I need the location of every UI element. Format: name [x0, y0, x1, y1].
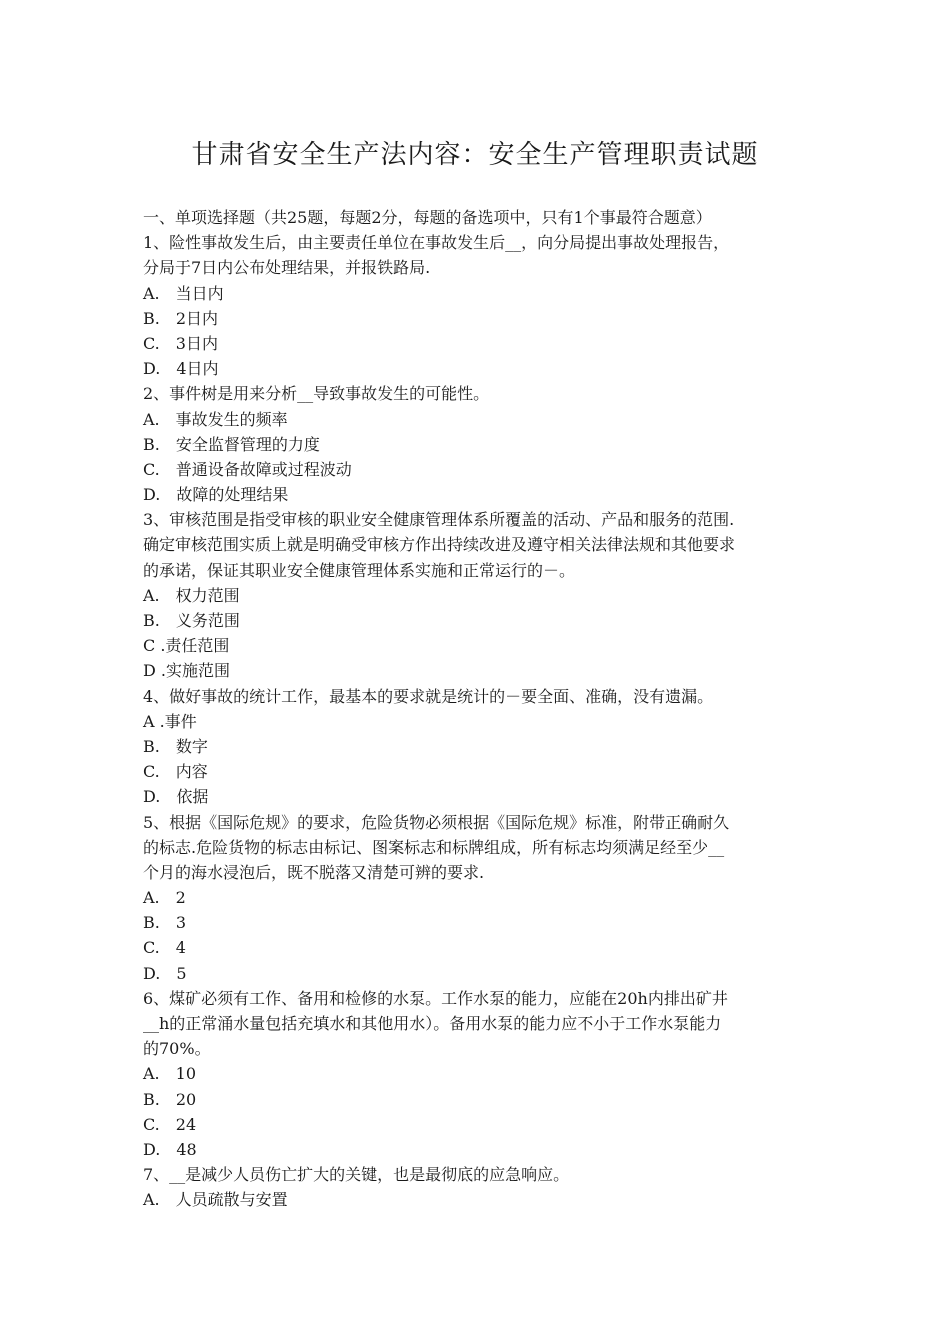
- question-2: [143, 381, 823, 507]
- option-a: A. 人员疏散与安置: [143, 1190, 288, 1210]
- option-a: A. 权力范围: [143, 585, 240, 605]
- question-3: [143, 507, 823, 683]
- question-text-line: 分局于7日内公布处理结果，并报铁路局.: [143, 258, 431, 278]
- option-c: C. 4: [143, 938, 186, 958]
- question-text-line: 的70%。: [143, 1039, 211, 1059]
- option-a: A. 当日内: [143, 283, 224, 303]
- option-d: D. 依据: [143, 787, 209, 807]
- option-c: C. 3日内: [143, 333, 218, 353]
- question-text-line: 1、险性事故发生后，由主要责任单位在事故发生后__，向分局提出事故处理报告，: [143, 233, 730, 253]
- option-b: B. 20: [143, 1089, 197, 1109]
- question-text-line: 3、审核范围是指受审核的职业安全健康管理体系所覆盖的活动、产品和服务的范围.: [143, 510, 735, 530]
- option-c: C. 24: [143, 1114, 197, 1134]
- question-text-line: 个月的海水浸泡后，既不脱落又清楚可辨的要求.: [143, 862, 485, 882]
- option-d: D. 4日内: [143, 359, 219, 379]
- question-text-line: 2、事件树是用来分析__导致事故发生的可能性。: [143, 384, 490, 404]
- question-text-line: 6、煤矿必须有工作、备用和检修的水泵。工作水泵的能力，应能在20h内排出矿井: [143, 988, 728, 1008]
- option-b: B. 2日内: [143, 308, 219, 328]
- option-a: A. 事故发生的频率: [143, 409, 288, 429]
- question-text-line: 7、__是减少人员伤亡扩大的关键，也是最彻底的应急响应。: [143, 1165, 570, 1185]
- option-c: C. 普通设备故障或过程波动: [143, 459, 352, 479]
- question-text-line: 5、根据《国际危规》的要求，危险货物必须根据《国际危规》标准，附带正确耐久: [143, 812, 730, 832]
- question-text-line: 4、做好事故的统计工作，最基本的要求就是统计的－要全面、准确，没有遗漏。: [143, 686, 714, 706]
- question-5: [143, 810, 823, 986]
- option-d: D .实施范围: [143, 661, 231, 681]
- question-text-line: 的承诺，保证其职业安全健康管理体系实施和正常运行的－。: [143, 560, 576, 580]
- option-b: B. 数字: [143, 736, 208, 756]
- option-c: C. 内容: [143, 762, 208, 782]
- option-b: B. 3: [143, 913, 187, 933]
- option-b: B. 安全监督管理的力度: [143, 434, 320, 454]
- question-text-line: __h的正常涌水量包括充填水和其他用水）。备用水泵的能力应不小于工作水泵能力: [143, 1014, 722, 1033]
- option-d: D. 5: [143, 963, 187, 983]
- question-7: [143, 1162, 823, 1212]
- option-a: A .事件: [143, 711, 197, 731]
- option-d: D. 48: [143, 1139, 197, 1159]
- option-c: C .责任范围: [143, 636, 230, 656]
- option-a: A. 2: [143, 888, 186, 908]
- question-4: [143, 684, 823, 810]
- question-text-line: 的标志.危险货物的标志由标记、图案标志和标牌组成，所有标志均须满足经至少__: [143, 837, 725, 857]
- option-a: A. 10: [143, 1064, 197, 1084]
- question-6: [143, 986, 823, 1162]
- document-title: 甘肃省安全生产法内容：安全生产管理职责试题: [191, 140, 759, 170]
- option-d: D. 故障的处理结果: [143, 485, 289, 505]
- question-1: [143, 230, 823, 381]
- document-body: [143, 205, 823, 1213]
- section-heading: 一、单项选择题（共25题，每题2分，每题的备选项中，只有1个事最符合题意）: [143, 208, 712, 227]
- question-text-line: 确定审核范围实质上就是明确受审核方作出持续改进及遵守相关法律法规和其他要求: [143, 535, 736, 555]
- option-b: B. 义务范围: [143, 611, 240, 630]
